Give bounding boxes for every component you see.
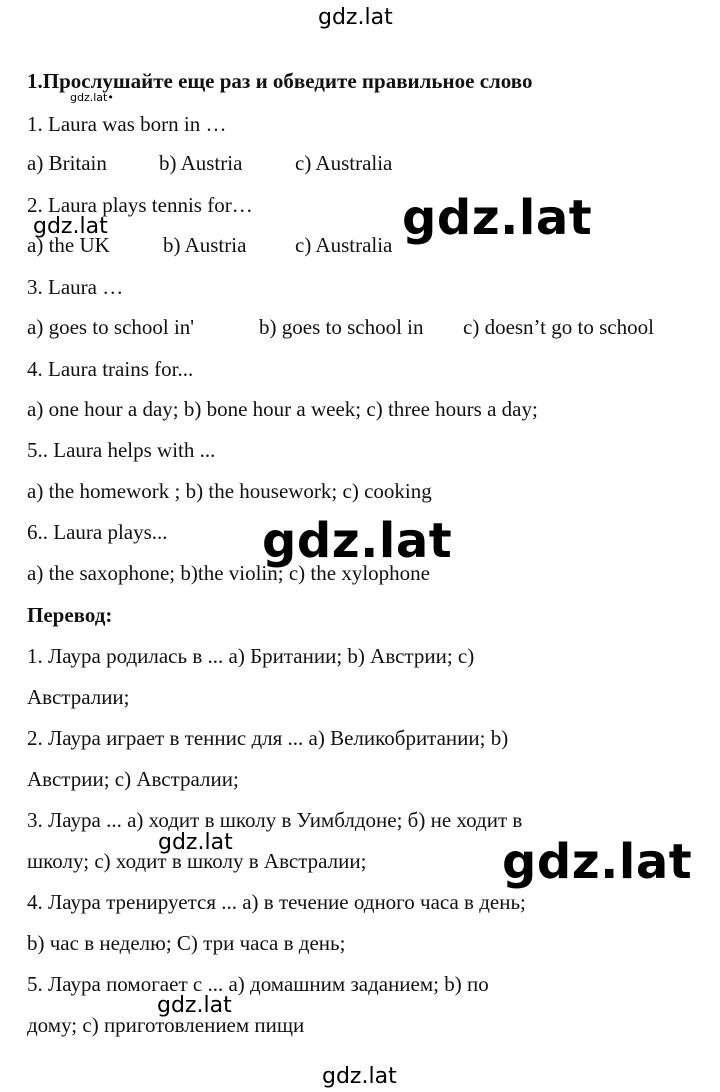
options-2	[27, 232, 392, 258]
option-b: b) goes to school in	[259, 315, 424, 339]
option-a: a) the UK	[27, 233, 110, 257]
options-4: a) one hour a day; b) bone hour a week; c) three hours a day;	[27, 397, 538, 421]
watermark-large-1: gdz.lat	[402, 190, 593, 246]
translation-line: Австрии; с) Австралии;	[27, 767, 239, 791]
translation-line: b) час в неделю; С) три часа в день;	[27, 931, 346, 955]
watermark-large-3: gdz.lat	[502, 834, 693, 890]
watermark-tiny: gdz.lat•	[70, 91, 114, 104]
translation-line: 2. Лаура играет в теннис для ... а) Великобритании; b)	[27, 726, 509, 750]
watermark-small-2: gdz.lat	[158, 830, 233, 855]
translation-line: дому; с) приготовлением пищи	[27, 1013, 305, 1037]
translation-line: Австралии;	[27, 685, 130, 709]
options-1	[27, 150, 392, 176]
options-3	[27, 314, 654, 340]
question-2: 2. Laura plays tennis for…	[27, 193, 253, 217]
option-b: b) Austria	[163, 233, 247, 257]
watermark-small-3: gdz.lat	[157, 993, 232, 1018]
question-6: 6.. Laura plays...	[27, 520, 168, 544]
options-5: a) the homework ; b) the housework; c) cooking	[27, 479, 432, 503]
translation-line: 1. Лаура родилась в ... а) Британии; b) Австрии; с)	[27, 644, 475, 668]
option-c: c) Australia	[295, 151, 393, 175]
question-4: 4. Laura trains for...	[27, 357, 194, 381]
option-a: a) Britain	[27, 151, 107, 175]
watermark-large-2: gdz.lat	[262, 513, 453, 569]
options-6: a) the saxophone; b)the violin; c) the xylophone	[27, 561, 430, 585]
question-5: 5.. Laura helps with ...	[27, 438, 216, 462]
option-c: c) doesn’t go to school	[463, 315, 654, 339]
translation-heading: Перевод:	[27, 603, 113, 627]
option-b: b) Austria	[159, 151, 243, 175]
watermark-small-1: gdz.lat	[33, 214, 108, 239]
option-a: a) goes to school in'	[27, 315, 195, 339]
option-c: c) Australia	[295, 233, 393, 257]
translation-line: школу; с) ходит в школу в Австралии;	[27, 849, 367, 873]
watermark-top: gdz.lat	[318, 5, 393, 30]
question-1: 1. Laura was born in …	[27, 112, 227, 136]
translation-line: 4. Лаура тренируется ... а) в течение одного часа в день;	[27, 890, 526, 914]
question-3: 3. Laura …	[27, 275, 124, 299]
watermark-bottom: gdz.lat	[322, 1064, 397, 1089]
exercise-heading: 1.Прослушайте еще раз и обведите правильное слово	[27, 69, 533, 93]
translation-line: 5. Лаура помогает с ... а) домашним заданием; b) по	[27, 972, 489, 996]
translation-line: 3. Лаура ... а) ходит в школу в Уимблдоне; б) не ходит в	[27, 808, 523, 832]
